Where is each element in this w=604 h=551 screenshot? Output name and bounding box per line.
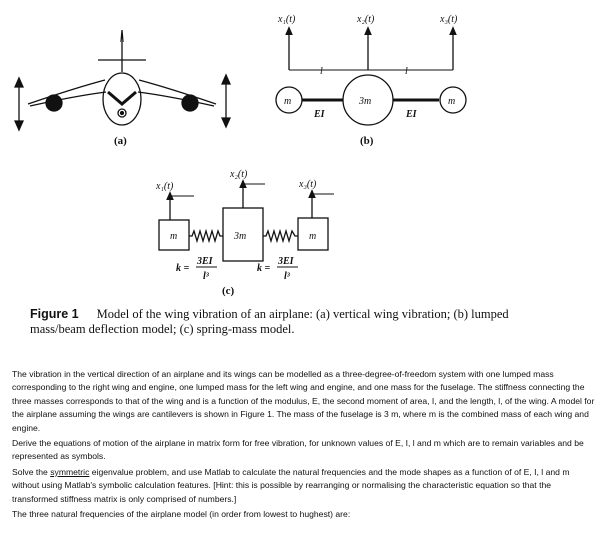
- mass-m-left: m: [284, 96, 292, 107]
- k-den-2: l³: [284, 271, 290, 282]
- x2-label-b: x₂(t): [357, 14, 375, 25]
- ei-label-2: EI: [406, 109, 417, 120]
- k-den-1: l³: [203, 271, 209, 282]
- paragraph-4: The three natural frequencies of the airplane model (in order from lowest to hughest) are:: [12, 509, 351, 520]
- k-label-1: k =: [176, 263, 190, 274]
- mass-m-c-right: m: [309, 231, 317, 242]
- x3-label-b: x₃(t): [440, 14, 458, 25]
- x3-label-c: x₃(t): [299, 179, 317, 190]
- problem-text: [12, 368, 596, 523]
- paragraph-3-rest: eigenvalue problem, and use Matlab to calculate the natural frequencies and the mode shapes as a function of of E, I, l and m without using Matlab's symbolic calculation features. [Hint: this is possible by rearranging or normalising the characteristic equation so that the transformed stiffness matrix is only comprised of numbers.]: [12, 466, 570, 504]
- k-num-1: 3EI: [197, 256, 213, 267]
- lumped-mass-beam-model: [276, 30, 466, 125]
- x1-label-c: x₁(t): [156, 181, 174, 192]
- mass-m-c-left: m: [170, 231, 178, 242]
- paragraph-1: The vibration in the vertical direction of an airplane and its wings can be modelled as a three-degree-of-freedom system with one lumped mass corresponding to the right wing and engine, one lumped mass for the left wing and engine, and one mass for the fuselage. The stiffness connecting the three masses corresponds to that of the wing and is a function of the modulus, E, the second moment of area, I, and the length, l, of the wing. A model for the airplane assuming the wings are cantilevers is shown in Figure 1. The mass of the fuselage is 3 m, where m is the combined mass of each wing and engine.: [12, 369, 595, 433]
- mass-m-right: m: [448, 96, 456, 107]
- airplane-front-view: [15, 30, 230, 130]
- paragraph-3: [12, 466, 596, 506]
- mass-3m: 3m: [359, 96, 372, 107]
- ei-label-1: EI: [314, 109, 325, 120]
- panel-c-label: (c): [222, 285, 235, 297]
- panel-a-label: (a): [114, 135, 127, 147]
- panel-b-label: (b): [360, 135, 374, 147]
- x1-label-b: x₁(t): [278, 14, 296, 25]
- paragraph-2: Derive the equations of motion of the airplane in matrix form for free vibration, for unknown values of E, I, l and m which are to remain variables and be represented as symbols.: [12, 438, 584, 462]
- k-label-2: k =: [257, 263, 271, 274]
- x2-label-c: x₂(t): [230, 169, 248, 180]
- symmetric-link[interactable]: symmetric: [50, 466, 90, 477]
- caption-label: Figure 1: [30, 307, 79, 321]
- caption-text: Model of the wing vibration of an airplane: (a) vertical wing vibration; (b) lumped mass/beam deflection model; (c) spring-mass model.: [30, 307, 509, 336]
- spring-mass-model: [159, 183, 334, 261]
- mass-3m-c: 3m: [234, 231, 247, 242]
- figure-caption: [30, 307, 550, 337]
- length-label-2: l: [405, 66, 408, 77]
- k-num-2: 3EI: [278, 256, 294, 267]
- paragraph-3-start: Solve the: [12, 466, 51, 477]
- length-label-1: l: [320, 66, 323, 77]
